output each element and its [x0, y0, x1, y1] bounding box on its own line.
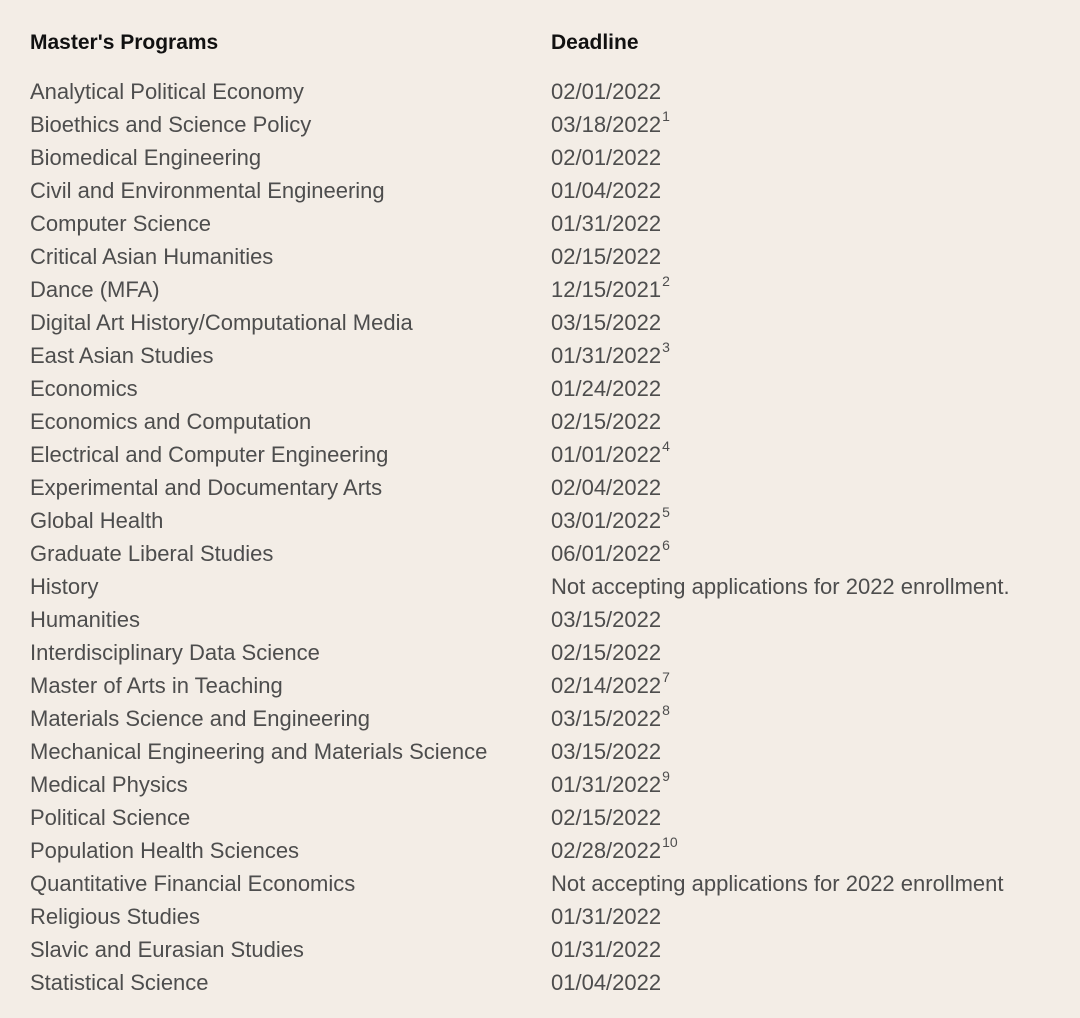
table-row: [30, 306, 1070, 339]
deadline-cell: [551, 805, 1070, 831]
table-row: [30, 933, 1070, 966]
deadline-cell: [551, 767, 1070, 798]
deadline-date: 01/31/2022: [551, 210, 662, 236]
deadline-cell: [551, 739, 1070, 765]
program-name: Slavic and Eurasian Studies: [30, 936, 304, 962]
program-name: Political Science: [30, 804, 191, 830]
table-row: [30, 867, 1070, 900]
program-name: Master of Arts in Teaching: [30, 672, 283, 698]
footnote-marker: 7: [662, 668, 670, 685]
table-row: [30, 273, 1070, 306]
deadline-cell: [551, 272, 1070, 303]
deadline-cell: [551, 107, 1070, 138]
deadline-date: 03/15/2022: [551, 738, 662, 764]
table-row: [30, 801, 1070, 834]
table-row: [30, 372, 1070, 405]
deadline-cell: [551, 668, 1070, 699]
program-name: Digital Art History/Computational Media: [30, 309, 413, 335]
deadline-cell: [551, 871, 1070, 897]
table-row: [30, 636, 1070, 669]
program-name: Statistical Science: [30, 969, 209, 995]
deadline-cell: [551, 409, 1070, 435]
deadline-cell: [551, 536, 1070, 567]
deadline-date: 02/15/2022: [551, 804, 662, 830]
deadline-cell: [551, 574, 1070, 600]
programs-column-header: Master's Programs: [30, 31, 219, 54]
deadline-date: 01/01/2022: [551, 441, 662, 467]
table-row: [30, 207, 1070, 240]
program-name: Civil and Environmental Engineering: [30, 177, 385, 203]
deadline-date: 03/15/2022: [551, 705, 662, 731]
table-row: [30, 900, 1070, 933]
program-name: Humanities: [30, 606, 141, 632]
program-name: Materials Science and Engineering: [30, 705, 370, 731]
program-name: Quantitative Financial Economics: [30, 870, 356, 896]
table-row: [30, 702, 1070, 735]
table-row: [30, 504, 1070, 537]
deadline-date: 03/15/2022: [551, 309, 662, 335]
deadline-cell: [551, 79, 1070, 105]
program-name: Religious Studies: [30, 903, 200, 929]
table-row: [30, 603, 1070, 636]
footnote-marker: 9: [662, 767, 670, 784]
program-name: Medical Physics: [30, 771, 188, 797]
footnote-marker: 10: [662, 833, 678, 850]
deadline-date: 01/04/2022: [551, 177, 662, 203]
deadline-cell: [551, 640, 1070, 666]
deadline-date: 03/18/2022: [551, 111, 662, 137]
table-row: [30, 537, 1070, 570]
deadlines-table: [30, 26, 1070, 999]
deadline-date: 02/15/2022: [551, 243, 662, 269]
table-row: [30, 768, 1070, 801]
deadline-cell: [551, 833, 1070, 864]
table-body: [30, 75, 1070, 999]
table-row: [30, 108, 1070, 141]
program-name: Electrical and Computer Engineering: [30, 441, 389, 467]
table-row: [30, 735, 1070, 768]
deadline-date: Not accepting applications for 2022 enrollment: [551, 870, 1004, 896]
table-row: [30, 339, 1070, 372]
deadline-date: 02/15/2022: [551, 639, 662, 665]
program-name: Mechanical Engineering and Materials Science: [30, 738, 488, 764]
table-row: [30, 75, 1070, 108]
deadline-cell: [551, 437, 1070, 468]
table-row: [30, 174, 1070, 207]
deadline-date: 02/01/2022: [551, 144, 662, 170]
deadline-date: 02/04/2022: [551, 474, 662, 500]
table-row: [30, 570, 1070, 603]
footnote-marker: 8: [662, 701, 670, 718]
deadline-cell: [551, 970, 1070, 996]
deadline-date: 01/04/2022: [551, 969, 662, 995]
footnote-marker: 2: [662, 272, 670, 289]
deadline-date: 01/31/2022: [551, 342, 662, 368]
deadline-date: Not accepting applications for 2022 enrollment.: [551, 573, 1010, 599]
footnote-marker: 5: [662, 503, 670, 520]
table-header: [30, 26, 1070, 60]
program-name: Dance (MFA): [30, 276, 160, 302]
program-name: Bioethics and Science Policy: [30, 111, 312, 137]
deadline-date: 02/14/2022: [551, 672, 662, 698]
program-name: Critical Asian Humanities: [30, 243, 274, 269]
deadline-cell: [551, 607, 1070, 633]
table-row: [30, 438, 1070, 471]
table-row: [30, 966, 1070, 999]
deadline-date: 03/15/2022: [551, 606, 662, 632]
deadline-date: 03/01/2022: [551, 507, 662, 533]
deadline-cell: [551, 145, 1070, 171]
footnote-marker: 4: [662, 437, 670, 454]
table-row: [30, 834, 1070, 867]
deadline-column-header: Deadline: [551, 31, 639, 54]
deadline-date: 02/28/2022: [551, 837, 662, 863]
deadline-date: 02/01/2022: [551, 78, 662, 104]
deadline-cell: [551, 338, 1070, 369]
table-row: [30, 240, 1070, 273]
deadline-cell: [551, 310, 1070, 336]
program-name: Biomedical Engineering: [30, 144, 262, 170]
deadline-cell: [551, 178, 1070, 204]
table-row: [30, 405, 1070, 438]
deadline-cell: [551, 211, 1070, 237]
footnote-marker: 3: [662, 338, 670, 355]
program-name: Population Health Sciences: [30, 837, 300, 863]
deadline-cell: [551, 376, 1070, 402]
footnote-marker: 6: [662, 536, 670, 553]
deadline-cell: [551, 503, 1070, 534]
program-name: East Asian Studies: [30, 342, 214, 368]
program-name: Analytical Political Economy: [30, 78, 304, 104]
program-name: Economics: [30, 375, 138, 401]
program-name: Graduate Liberal Studies: [30, 540, 274, 566]
deadline-date: 02/15/2022: [551, 408, 662, 434]
deadline-cell: [551, 701, 1070, 732]
deadline-cell: [551, 937, 1070, 963]
program-name: Global Health: [30, 507, 164, 533]
program-name: History: [30, 573, 99, 599]
program-name: Interdisciplinary Data Science: [30, 639, 320, 665]
program-name: Economics and Computation: [30, 408, 312, 434]
table-row: [30, 141, 1070, 174]
deadline-date: 06/01/2022: [551, 540, 662, 566]
program-name: Computer Science: [30, 210, 211, 236]
deadline-cell: [551, 244, 1070, 270]
deadline-cell: [551, 904, 1070, 930]
deadline-cell: [551, 475, 1070, 501]
deadline-date: 01/24/2022: [551, 375, 662, 401]
footnote-marker: 1: [662, 107, 670, 124]
deadline-date: 12/15/2021: [551, 276, 662, 302]
deadline-date: 01/31/2022: [551, 771, 662, 797]
deadline-date: 01/31/2022: [551, 936, 662, 962]
program-name: Experimental and Documentary Arts: [30, 474, 383, 500]
deadline-date: 01/31/2022: [551, 903, 662, 929]
table-row: [30, 471, 1070, 504]
table-row: [30, 669, 1070, 702]
